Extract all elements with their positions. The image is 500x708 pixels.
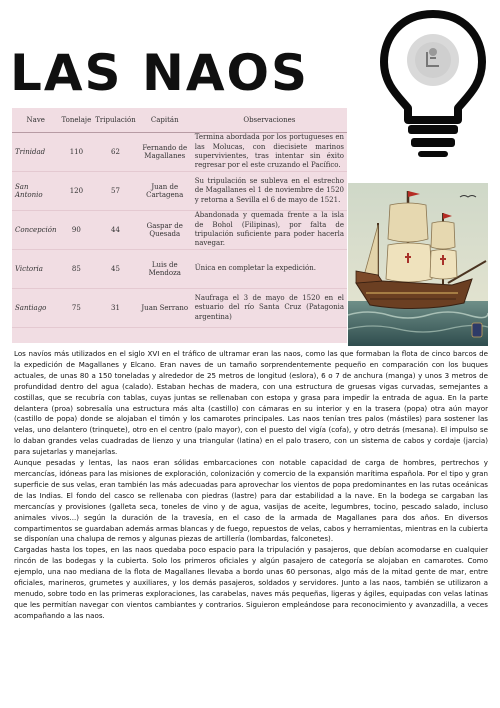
article-body (14, 349, 488, 622)
cell-capitan: Juan de Cartagena (138, 172, 192, 211)
lightbulb-icon (378, 8, 488, 158)
cell-tonelaje: 75 (60, 289, 94, 328)
cell-nave: San Antonio (12, 172, 60, 211)
cell-tripulacion: 44 (93, 211, 138, 250)
nao-ship-illustration (348, 183, 488, 346)
paragraph-1: Los navíos más utilizados en el siglo XVI en el tráfico de ultramar eran las naos, como las que formaban la flota de cinco barcos de la expedición de Magallanes y Elcano. Eran naves de un tamaño sorprendentemente pequeño en comparación con los buques actuales, de unas 80 a 150 toneladas y alrededor de 25 metros de longitud (eslora), 6 o 7 de anchura (manga) y unos 3 metros de profundidad dentro del agua (calado). Estaban hechas de madera, con una estructura de gruesas vigas curvadas, semejantes a costillas, que se recubría con tablas, cuyas juntas se rellenaban con estopa y grasa para impedir la entrada de agua. En la parte delantera (proa) sobresalía una estructura más alta (castillo) con cámaras en su interior y en la trasera (popa) otra aún mayor (castillo de popa) donde se alojaban el timón y los camarotes principales. Las naos tenían tres palos (mástiles) para sostener las velas, uno delantero (trinquete), otro en el centro (palo mayor), con el puesto del vigía (cofa), y otro detrás (mesana). El impulso se lo daban grandes velas cuadradas de lienzo y una triangular (latina) en el palo trasero, con un sistema de cabos y cordaje (jarcia) para sujetarlas y manejarlas. (14, 349, 488, 457)
table-row (12, 289, 347, 328)
cell-nave: Concepción (12, 211, 60, 250)
cell-tonelaje: 110 (60, 133, 94, 172)
header-tonelaje: Tonelaje (60, 108, 94, 133)
table-row (12, 133, 347, 172)
ships-table-panel (12, 108, 347, 343)
cell-capitan: Luis de Mendoza (138, 250, 192, 289)
paragraph-3: Cargadas hasta los topes, en las naos quedaba poco espacio para la tripulación y pasajeros, que debían acomodarse en cualquier rincón de las bodegas y la cubierta. Solo los primeros oficiales y algún pasajero de categoría se alojaban en camarotes. Como ejemplo, una nao mediana de la flota de Magallanes llevaba a bordo unas 60 personas, algo más de la mitad gente de mar, entre oficiales, marineros, grumetes y auxiliares, y los demás pasajeros, soldados y servidores. Junto a las naos, también se utilizaron a menudo, sobre todo en las primeras exploraciones, las carabelas, naves más pequeñas, ligeras y ágiles, equipadas con velas latinas que les permitían navegar con vientos cambiantes y contrarios. Siguieron empleándose para reconocimiento y avanzadilla, a veces acompañando a las naos. (14, 545, 488, 620)
cell-nave: Victoria (12, 250, 60, 289)
cell-tonelaje: 85 (60, 250, 94, 289)
header-tripulacion: Tripulación (93, 108, 138, 133)
cell-tripulacion: 62 (93, 133, 138, 172)
cell-observaciones: Su tripulación se subleva en el estrecho de Magallanes el 1 de noviembre de 1520 y retorna a Sevilla el 6 de mayo de 1521. (192, 172, 347, 211)
cell-tripulacion: 45 (93, 250, 138, 289)
cell-capitan: Juan Serrano (138, 289, 192, 328)
paragraph-2: Aunque pesadas y lentas, las naos eran sólidas embarcaciones con notable capacidad de carga de hombres, pertrechos y mercancías, idóneas para las misiones de exploración, colonización y comercio de la expansión marítima española. Por el tipo y gran superficie de sus velas, eran también las más adecuadas para aprovechar los vientos de popa predominantes en las rutas oceánicas de las Indias. El fondo del casco se rellenaba con piedras (lastre) para dar estabilidad a la nave. En la bodega se cargaban las mercancías y provisiones (galleta seca, toneles de vino y de agua, vasijas de aceite, legumbres, tocino, pescado salado, incluso animales vivos...) según la duración de la travesía, en el caso de la armada de Magallanes para dos años. En diversos compartimentos se guardaban además armas blancas y de fuego, repuestos de velas, cabos y herramientas, mientras en la cubierta se disponían una chalupa de remos y algunas piezas de artillería (lombardas, falconetes). (14, 458, 488, 544)
cell-observaciones: Termina abordada por los portugueses en las Molucas, con diecisiete marinos supervivientes, tras intentar sin éxito regresar por el este cruzando el Pacífico. (192, 133, 347, 172)
cell-tonelaje: 90 (60, 211, 94, 250)
table-row (12, 172, 347, 211)
header-nave: Nave (12, 108, 60, 133)
cell-capitan: Fernando de Magallanes (138, 133, 192, 172)
cell-tonelaje: 120 (60, 172, 94, 211)
cell-capitan: Gaspar de Quesada (138, 211, 192, 250)
table-row (12, 211, 347, 250)
table-row (12, 250, 347, 289)
header-capitan: Capitán (138, 108, 192, 133)
table-header-row (12, 108, 347, 133)
cell-tripulacion: 57 (93, 172, 138, 211)
cell-tripulacion: 31 (93, 289, 138, 328)
cell-observaciones: Única en completar la expedición. (192, 250, 347, 289)
cell-nave: Santiago (12, 289, 60, 328)
header-observaciones: Observaciones (192, 108, 347, 133)
cell-observaciones: Abandonada y quemada frente a la isla de Bohol (Filipinas), por falta de tripulación suficiente para poder hacerla navegar. (192, 211, 347, 250)
cell-observaciones: Naufraga el 3 de mayo de 1520 en el estuario del río Santa Cruz (Patagonia argentina) (192, 289, 347, 328)
ships-table (12, 108, 347, 328)
page-title: LAS NAOS (10, 44, 310, 102)
cell-nave: Trinidad (12, 133, 60, 172)
